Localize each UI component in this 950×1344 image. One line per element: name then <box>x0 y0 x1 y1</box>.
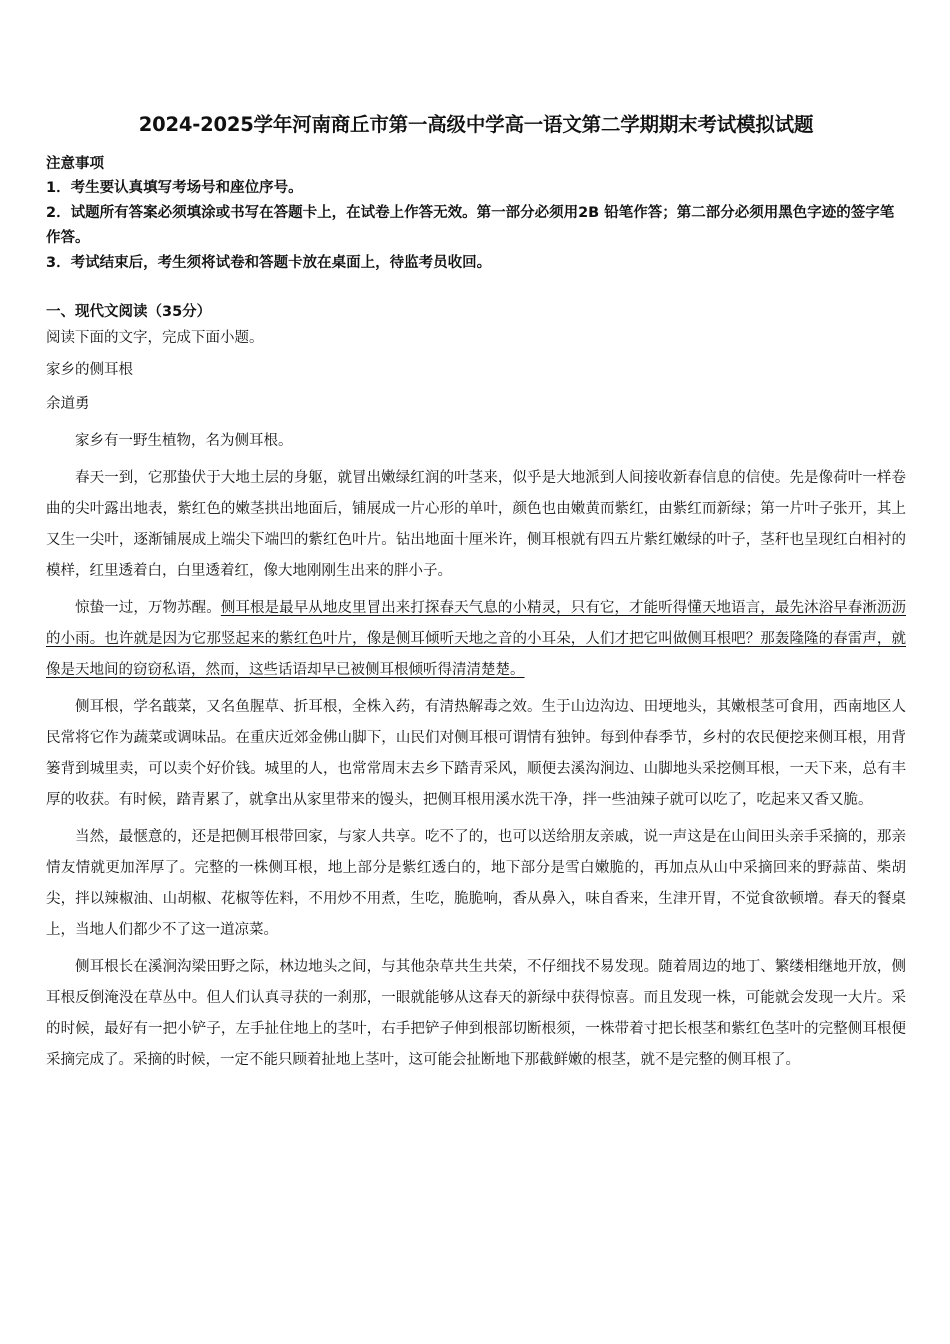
paragraph-lead: 惊蛰一过，万物苏醒。 <box>75 600 221 616</box>
article-author: 余道勇 <box>46 396 90 412</box>
exam-page <box>46 110 906 1082</box>
article-paragraph: 春天一到，它那蛰伏于大地土层的身躯，就冒出嫩绿红润的叶茎来，似乎是大地派到人间接收新春信息的信使。先是像荷叶一样卷曲的尖叶露出地表，紫红色的嫩茎拱出地面后，铺展成一片心形的单叶，颜色也由嫩黄而紫红，由紫红而新绿；第一片叶子张开，其上又生一尖叶，逐渐铺展成上端尖下端凹的紫红色叶片。钻出地面十厘米许，侧耳根就有四五片紫红嫩绿的叶子，茎秆也呈现红白相衬的模样，红里透着白，白里透着红，像大地刚刚生出来的胖小子。 <box>46 470 906 579</box>
article-paragraph: 侧耳根长在溪涧沟梁田野之际，林边地头之间，与其他杂草共生共荣，不仔细找不易发现。随着周边的地丁、繁缕相继地开放，侧耳根反倒淹没在草丛中。但人们认真寻获的一刹那，一眼就能够从这春天的新绿中获得惊喜。而且发现一株，可能就会发现一大片。采的时候，最好有一把小铲子，左手扯住地上的茎叶，右手把铲子伸到根部切断根须，一株带着寸把长根茎和紫红色茎叶的完整侧耳根便采摘完成了。采摘的时候，一定不能只顾着扯地上茎叶，这可能会扯断地下那截鲜嫩的根茎，就不是完整的侧耳根了。 <box>46 959 906 1068</box>
article-paragraph-underlined <box>46 593 906 686</box>
section-heading: 一、现代文阅读（35分） <box>46 304 212 320</box>
document-title: 2024-2025学年河南商丘市第一高级中学高一语文第二学期期末考试模拟试题 <box>138 113 814 136</box>
reading-section <box>46 300 906 1076</box>
article-paragraph: 家乡有一野生植物，名为侧耳根。 <box>75 433 293 449</box>
article-paragraph: 侧耳根，学名蕺菜，又名鱼腥草、折耳根，全株入药，有清热解毒之效。生于山边沟边、田埂地头，其嫩根茎可食用，西南地区人民常将它作为蔬菜或调味品。在重庆近郊金佛山脚下，山民们对侧耳根可谓情有独钟。每到仲春季节，乡村的农民便挖来侧耳根，用背篓背到城里卖，可以卖个好价钱。城里的人，也常常周末去乡下踏青采风，顺便去溪沟涧边、山脚地头采挖侧耳根，一天下来，总有丰厚的收获。有时候，踏青累了，就拿出从家里带来的馒头，把侧耳根用溪水洗干净，拌一些油辣子就可以吃了，吃起来又香又脆。 <box>46 699 906 808</box>
notice-item: 2．试题所有答案必须填涂或书写在答题卡上，在试卷上作答无效。第一部分必须用2B 铅笔作答；第二部分必须用黑色字迹的签字笔作答。 <box>46 205 895 246</box>
notice-item: 1．考生要认真填写考场号和座位序号。 <box>46 180 303 196</box>
notice-block <box>46 152 906 276</box>
article-title: 家乡的侧耳根 <box>46 362 133 378</box>
article-paragraph: 当然，最惬意的，还是把侧耳根带回家，与家人共享。吃不了的，也可以送给朋友亲戚，说一声这是在山间田头亲手采摘的，那亲情友情就更加浑厚了。完整的一株侧耳根，地上部分是紫红透白的，地下部分是雪白嫩脆的，再加点从山中采摘回来的野蒜苗、柴胡尖，拌以辣椒油、山胡椒、花椒等佐料，不用炒不用煮，生吃，脆脆响，香从鼻入，味自香来，生津开胃，不觉食欲顿增。春天的餐桌上，当地人们都少不了这一道凉菜。 <box>46 829 906 938</box>
section-instruction: 阅读下面的文字，完成下面小题。 <box>46 330 264 346</box>
underlined-passage: 侧耳根是最早从地皮里冒出来打探春天气息的小精灵，只有它，才能听得懂天地语言，最先沐浴早春淅沥沥的小雨。也许就是因为它那竖起来的紫红色叶片，像是侧耳倾听天地之音的小耳朵，人们才把它叫做侧耳根吧？那轰隆隆的春雷声，就像是天地间的窃窃私语，然而，这些话语却早已被侧耳根倾听得清清楚楚。 <box>46 600 907 678</box>
notice-item: 3．考试结束后，考生须将试卷和答题卡放在桌面上，待监考员收回。 <box>46 255 492 271</box>
notice-heading: 注意事项 <box>46 156 104 172</box>
